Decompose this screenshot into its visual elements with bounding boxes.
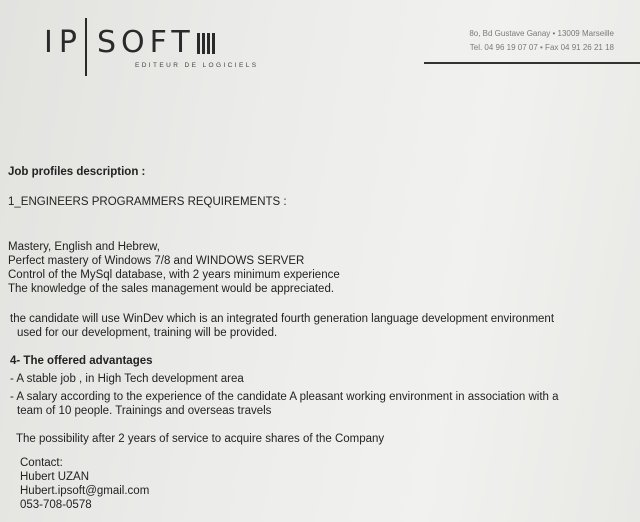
logo-ip-text: IP [44,25,83,60]
advantages-block [10,372,559,418]
logo-tagline: EDITEUR DE LOGICIELS [134,62,259,69]
contact-name: Hubert UZAN [20,471,90,483]
requirements-block [8,240,340,296]
company-address [469,27,614,55]
contact-label: Contact: [20,457,63,469]
section1-title: 1_ENGINEERS PROGRAMMERS REQUIREMENTS : [8,196,287,208]
advantage-1: - A stable job , in High Tech development area [10,373,244,385]
advantage-2b: team of 10 people. Trainings and overseas travels [17,405,272,417]
heading: Job profiles description : [8,166,146,178]
contact-phone: 053-708-0578 [20,499,92,511]
requirement-2: Perfect mastery of Windows 7/8 and WINDOWS SERVER [8,255,305,267]
requirement-4: The knowledge of the sales management would be appreciated. [8,283,335,295]
contact-block [20,456,149,512]
windev-line-2: used for our development, training will be provided. [17,327,278,339]
requirement-3: Control of the MySql database, with 2 years minimum experience [8,269,340,281]
windev-line-1: the candidate will use WinDev which is an integrated fourth generation language development environment [10,313,555,325]
advantage-2a: - A salary according to the experience of the candidate A pleasant working environment in association with a [10,391,559,403]
requirement-1: Mastery, English and Hebrew, [8,241,160,253]
address-phone: Tel. 04 96 19 07 07 • Fax 04 91 26 21 18 [469,43,614,52]
logo-divider [85,18,87,76]
ipsoft-logo [44,18,258,76]
address-street: 8o, Bd Gustave Ganay • 13009 Marseille [469,29,614,38]
windev-block [10,312,554,340]
logo-right-block [96,25,259,69]
logo-soft-text: SOFT [96,25,195,60]
header-rule [424,62,640,64]
section4-title: 4- The offered advantages [10,355,153,367]
logo-soft-row [96,25,259,60]
shares-line: The possibility after 2 years of service to acquire shares of the Company [16,433,385,445]
contact-email: Hubert.ipsoft@gmail.com [20,485,150,497]
logo-stripes-icon [197,33,215,54]
